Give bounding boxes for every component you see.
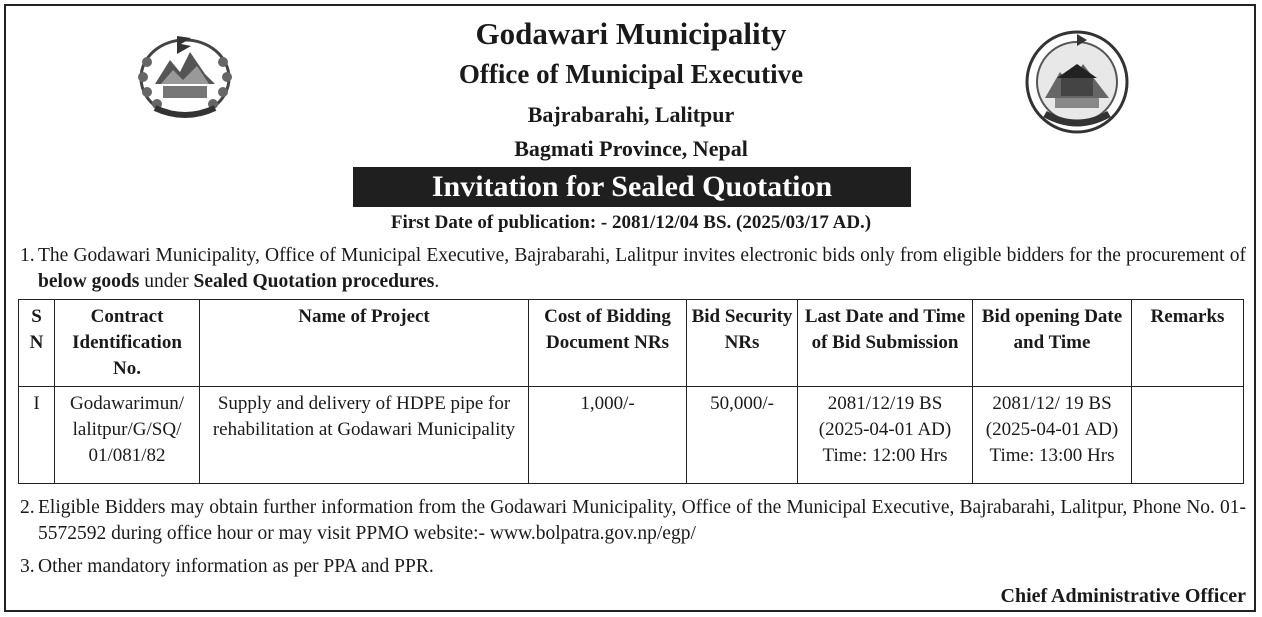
header-bid-security: Bid Security NRs [687, 300, 798, 387]
paragraph-1 [20, 243, 1246, 295]
header-project-name: Name of Project [200, 300, 529, 387]
cell-contract-id: Godawarimun/ lalitpur/G/SQ/ 01/081/82 [55, 387, 200, 484]
quotation-table [18, 299, 1244, 484]
header-contract-id: Contract Identification No. [55, 300, 200, 387]
paragraph-1-text-a: The Godawari Municipality, Office of Municipal Executive, Bajrabarahi, Lalitpur invites electronic bids only from eligible bidders for the procurement of [38, 245, 1246, 266]
cell-bid-opening: 2081/12/ 19 BS (2025-04-01 AD) Time: 13:00 Hrs [973, 387, 1132, 484]
address-line-2: Bagmati Province, Nepal [514, 136, 748, 161]
paragraph-3 [20, 554, 1246, 580]
office-title: Office of Municipal Executive [458, 59, 804, 89]
paragraph-1-number: 1. [20, 245, 35, 266]
cell-bid-document-cost: 1,000/- [529, 387, 687, 484]
cell-remarks [1132, 387, 1244, 484]
paragraph-1-text-b: under [139, 271, 194, 292]
publication-date: First Date of publication: - 2081/12/04 BS. (2025/03/17 AD.) [390, 212, 872, 233]
table-row [19, 387, 1244, 484]
paragraph-2-text: Eligible Bidders may obtain further information from the Godawari Municipality, Office of the Municipal Executive, Bajrabarahi, Lalitpur, Phone No. 01-5572592 during office hour or may visit PPMO website:- www.bolpatra.gov.np/egp/ [38, 497, 1246, 544]
paragraph-1-text [38, 243, 1246, 295]
cell-submission-deadline: 2081/12/19 BS (2025-04-01 AD) Time: 12:00 Hrs [798, 387, 973, 484]
header-sn: S N [19, 300, 55, 387]
paragraph-3-text: Other mandatory information as per PPA and PPR. [38, 556, 434, 577]
paragraph-1-text-c: . [434, 271, 440, 292]
header-remarks: Remarks [1132, 300, 1244, 387]
paragraph-3-number: 3. [20, 556, 35, 577]
header-submission-deadline: Last Date and Time of Bid Submission [798, 300, 973, 387]
notice-banner: Invitation for Sealed Quotation [353, 167, 911, 207]
signatory-title: Chief Administrative Officer [1000, 585, 1246, 607]
cell-project-name: Supply and delivery of HDPE pipe for rehabilitation at Godawari Municipality [200, 387, 529, 484]
cell-sn: I [19, 387, 55, 484]
header-bid-opening: Bid opening Date and Time [973, 300, 1132, 387]
header-bid-document-cost: Cost of Bidding Document NRs [529, 300, 687, 387]
cell-bid-security: 50,000/- [687, 387, 798, 484]
paragraph-1-bold-procedure: Sealed Quotation procedures [193, 271, 435, 292]
paragraph-2 [20, 495, 1246, 547]
municipality-title: Godawari Municipality [475, 16, 787, 51]
paragraph-1-bold-goods: below goods [38, 271, 140, 292]
table-header-row [19, 300, 1244, 387]
paragraph-2-number: 2. [20, 497, 35, 518]
address-line-1: Bajrabarahi, Lalitpur [527, 102, 735, 127]
